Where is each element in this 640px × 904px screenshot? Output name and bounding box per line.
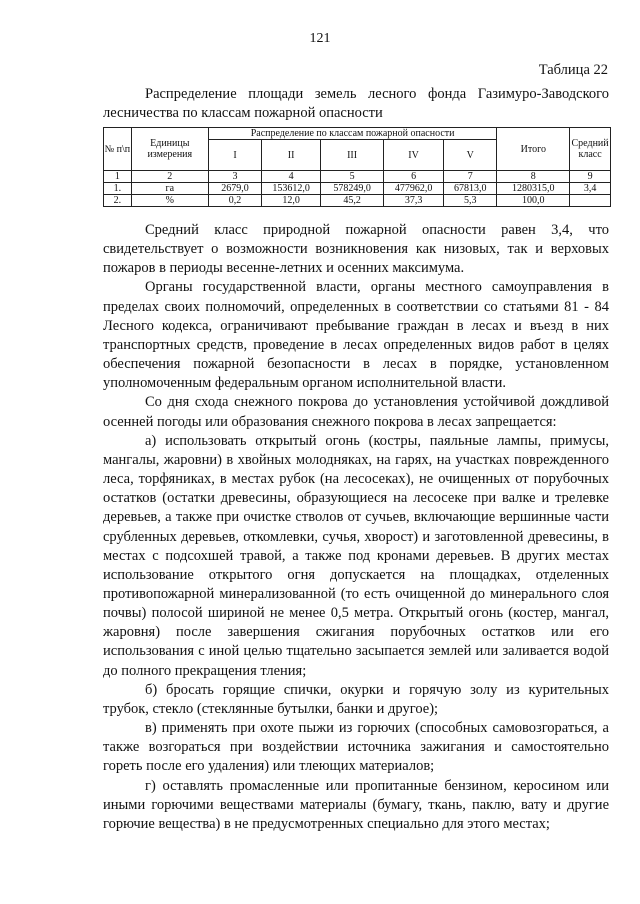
- header-class-v: V: [444, 140, 497, 171]
- table-header-row: [104, 128, 611, 140]
- table-cell: [570, 195, 611, 207]
- table-cell: 37,3: [384, 195, 444, 207]
- table-cell: 153612,0: [262, 183, 321, 195]
- header-class-ii: II: [262, 140, 321, 171]
- table-cell: га: [131, 183, 208, 195]
- paragraph: а) использовать открытый огонь (костры, паяльные лампы, примусы, мангалы, жаровни) в хвойных молодняках, на гарях, на участках поврежденного леса, торфяниках, в местах рубок (на лесосеках), не очищенных от порубочных остатков (остатки древесины, образующиеся на лесосеке при валке и трелевке деревьев, а также при очистке стволов от сучьев, включающие вершинные части срубленных деревьев, откомлевки, сучья, хворост) и заготовленной древесины, в местах с подсохшей травой, а также под кронами деревьев. В других местах использование открытого огня допускается на площадках, отделенных противопожарной минерализованной (то есть очищенной до минерального слоя почвы) полосой шириной не менее 0,5 метра. Открытый огонь (костер, мангал, жаровня) после завершения сжигания порубочных остатков или его использования с иной целью тщательно засыпается землей или заливается водой до полного прекращения тления;: [103, 432, 609, 679]
- table-cell: 45,2: [321, 195, 384, 207]
- table-cell: 5,3: [444, 195, 497, 207]
- table-cell: 3: [208, 171, 261, 183]
- table-cell: 1: [104, 171, 132, 183]
- table-cell: 100,0: [497, 195, 570, 207]
- paragraph: г) оставлять промасленные или пропитанные бензином, керосином или иными горючими веществами материалы (бумагу, ткань, паклю, вату и другие горючие вещества) в не предусмотренных специально для этого местах;: [103, 777, 609, 832]
- table-cell: 5: [321, 171, 384, 183]
- table-cell: 0,2: [208, 195, 261, 207]
- table-cell: 578249,0: [321, 183, 384, 195]
- table-cell: 2: [131, 171, 208, 183]
- table-cell: 67813,0: [444, 183, 497, 195]
- header-class-group: Распределение по классам пожарной опасности: [208, 128, 497, 140]
- table-cell: 7: [444, 171, 497, 183]
- paragraph: Со дня схода снежного покрова до установления устойчивой дождливой осенней погоды или образования снежного покрова в лесах запрещается:: [103, 394, 609, 430]
- table-cell: 8: [497, 171, 570, 183]
- header-units: Единицы измерения: [131, 128, 208, 171]
- header-class-iii: III: [321, 140, 384, 171]
- table-cell: 2679,0: [208, 183, 261, 195]
- header-class-iv: IV: [384, 140, 444, 171]
- page-number: 121: [309, 31, 331, 46]
- table-cell: 12,0: [262, 195, 321, 207]
- paragraph: Органы государственной власти, органы местного самоуправления в пределах своих полномочий, определенных в соответствии со статьями 81 - 84 Лесного кодекса, ограничивают пребывание граждан в лесах и въезд в них транспортных средств, проведение в лесах определенных видов работ в целях обеспечения пожарной безопасности в лесах в порядке, установленном уполномоченным федеральным органом исполнительной власти.: [103, 279, 609, 392]
- table-cell: 9: [570, 171, 611, 183]
- header-num: № п\п: [104, 128, 132, 171]
- paragraph: б) бросать горящие спички, окурки и горячую золу из курительных трубок, стекло (стеклянные бутылки, банки и другое);: [103, 681, 609, 717]
- table-row: [104, 183, 611, 195]
- header-avg-class: Средний класс: [570, 128, 611, 171]
- table-cell: 4: [262, 171, 321, 183]
- table-label: Таблица 22: [538, 62, 608, 78]
- paragraph: в) применять при охоте пыжи из горючих (способных самовозгораться, а также возгораться при воздействии источника зажигания и самостоятельно гореть после его удаления) или тлеющих материалов;: [103, 720, 609, 775]
- table-title: Распределение площади земель лесного фонда Газимуро-Заводского лесничества по классам пожарной опасности: [103, 86, 609, 121]
- table-index-row: [104, 171, 611, 183]
- table-cell: 3,4: [570, 183, 611, 195]
- table-cell: 1.: [104, 183, 132, 195]
- table-cell: 2.: [104, 195, 132, 207]
- header-class-i: I: [208, 140, 261, 171]
- table-cell: 1280315,0: [497, 183, 570, 195]
- header-total: Итого: [497, 128, 570, 171]
- table-cell: 6: [384, 171, 444, 183]
- body-text: [103, 221, 609, 834]
- table-row: [104, 195, 611, 207]
- table-cell: %: [131, 195, 208, 207]
- paragraph: Средний класс природной пожарной опасности равен 3,4, что свидетельствует о возможности возникновения как низовых, так и верховых пожаров в периоды весенне-летних и осенних максимума.: [103, 222, 609, 277]
- table-cell: 477962,0: [384, 183, 444, 195]
- fire-danger-table: [103, 127, 611, 207]
